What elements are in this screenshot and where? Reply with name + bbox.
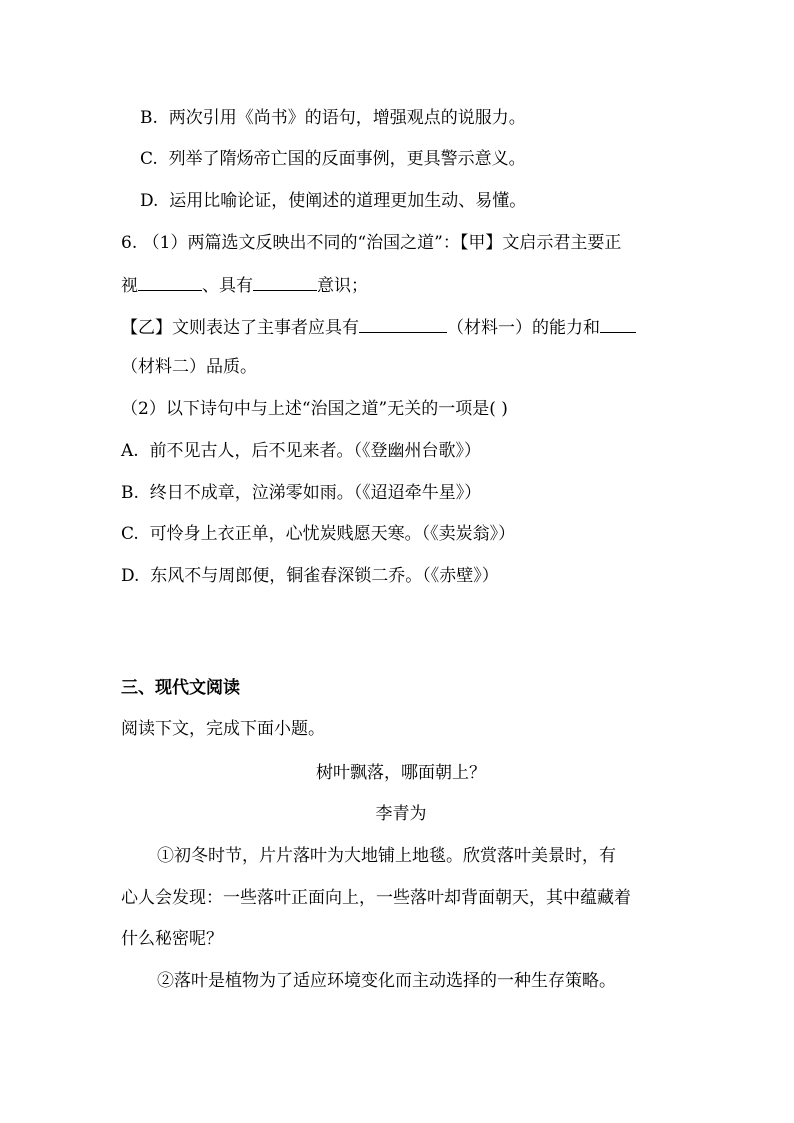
fill-blank <box>253 272 317 291</box>
fill-blank <box>600 314 636 333</box>
section-heading: 三、现代文阅读 <box>121 678 240 698</box>
option-text: 运用比喻论证，使阐述的道理更加生动、易懂。 <box>169 191 527 211</box>
option-letter: B. <box>121 483 139 503</box>
option-text: 终日不成章，泣涕零如雨。（《迢迢牵牛星》） <box>149 483 482 503</box>
article-author: 李青为 <box>375 804 427 824</box>
option-c-q6 <box>121 522 515 546</box>
q6-line2-text-c: 意识； <box>317 276 368 296</box>
q6-line3 <box>121 314 636 340</box>
option-d-q6 <box>121 564 499 588</box>
q6-line2-text-b: 、具有 <box>202 276 253 296</box>
option-letter: A. <box>121 441 139 461</box>
option-letter: B. <box>140 108 158 128</box>
paragraph-1-line-2: 心人会发现：一些落叶正面向上，一些落叶却背面朝天，其中蕴藏着 <box>121 888 631 908</box>
option-b-q5 <box>140 106 526 130</box>
section-instruction: 阅读下文，完成下面小题。 <box>121 719 325 739</box>
q6-sub2: （2）以下诗句中与上述“治国之道”无关的一项是( ) <box>121 399 508 419</box>
q6-line2-text-a: 视 <box>121 276 138 296</box>
q6-line4: （材料二）品质。 <box>121 357 257 377</box>
option-a-q6 <box>121 439 481 463</box>
q6-line3-text-b: （材料一）的能力和 <box>447 318 600 338</box>
option-letter: D. <box>140 191 159 211</box>
fill-blank <box>138 272 202 291</box>
option-d-q5 <box>140 189 526 213</box>
option-b-q6 <box>121 481 481 505</box>
option-letter: D. <box>121 566 140 586</box>
option-letter: C. <box>121 524 139 544</box>
option-c-q5 <box>140 147 526 171</box>
paragraph-2-line-1: ②落叶是植物为了适应环境变化而主动选择的一种生存策略。 <box>157 971 616 991</box>
option-text: 两次引用《尚书》的语句，增强观点的说服力。 <box>168 108 526 128</box>
paragraph-1-line-3: 什么秘密呢？ <box>121 929 223 949</box>
q6-line1: 6. （1）两篇选文反映出不同的“治国之道”：【甲】文启示君主要正 <box>121 233 622 253</box>
option-text: 东风不与周郎便，铜雀春深锁二乔。（《赤壁》） <box>150 566 499 586</box>
fill-blank <box>359 314 447 333</box>
option-text: 列举了隋炀帝亡国的反面事例，更具警示意义。 <box>168 149 526 169</box>
option-text: 可怜身上衣正单，心忧炭贱愿天寒。（《卖炭翁》） <box>149 524 516 544</box>
q6-line2 <box>121 272 368 298</box>
option-text: 前不见古人，后不见来者。（《登幽州台歌》） <box>149 441 481 461</box>
article-title: 树叶飘落，哪面朝上？ <box>316 763 486 783</box>
q6-line3-text-a: 【乙】文则表达了主事者应具有 <box>121 318 359 338</box>
paragraph-1-line-1: ①初冬时节，片片落叶为大地铺上地毯。欣赏落叶美景时，有 <box>157 846 616 866</box>
option-letter: C. <box>140 149 158 169</box>
